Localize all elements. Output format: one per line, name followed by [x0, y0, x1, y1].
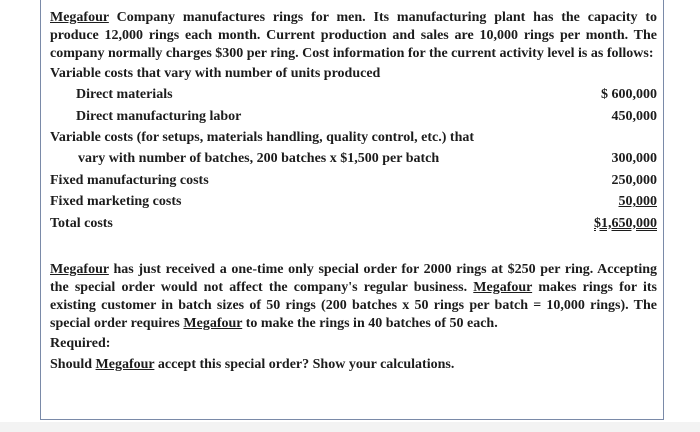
- bottom-margin: [0, 422, 700, 432]
- cost-row-batch: [50, 148, 657, 170]
- company-name: Megafour: [50, 10, 109, 25]
- variable-costs-heading: Variable costs that vary with number of units produced: [50, 66, 381, 81]
- intro-paragraph: [50, 9, 657, 63]
- order-text: makes rings for its existing customer in batch sizes of 50 rings (200 batches x 50 rings per batch = 10,000 rings). The special order requires: [50, 280, 657, 331]
- cost-amount: 250,000: [611, 172, 657, 188]
- question: [50, 354, 657, 375]
- cost-label: Direct materials: [76, 87, 173, 102]
- cost-label: Total costs: [50, 215, 113, 231]
- order-text: has just received a one-time only special order for 2000 rings at $250 per ring. Accepting the special order would not affect the company's regular business.: [50, 262, 657, 295]
- cost-label: vary with number of batches, 200 batches x $1,500 per batch: [78, 151, 440, 166]
- cost-label: Fixed marketing costs: [50, 194, 182, 209]
- problem-document: [50, 9, 657, 375]
- cost-label: Direct manufacturing labor: [76, 108, 242, 124]
- cost-row-direct-materials: [50, 84, 657, 106]
- cost-amount: 300,000: [611, 151, 657, 166]
- question-suffix: accept this special order? Show your calculations.: [154, 357, 455, 372]
- cost-amount: [547, 213, 657, 235]
- required-label: Required:: [50, 336, 111, 351]
- intro-text: Company manufactures rings for men. Its manufacturing plant has the capacity to produce 12,000 rings each month. Current production and sales are 10,000 rings per month. The company normally charges $300 per ring. Cost information for the current activity level is as follows:: [50, 10, 657, 61]
- cost-row-fixed-manufacturing: [50, 170, 657, 192]
- company-name: Megafour: [473, 280, 533, 295]
- company-name: Megafour: [183, 316, 243, 331]
- batch-costs-heading: Variable costs (for setups, materials handling, quality control, etc.) that: [50, 130, 475, 145]
- company-name: Megafour: [95, 357, 155, 372]
- cost-amount: $ 600,000: [601, 87, 657, 102]
- cost-row-total: [50, 213, 657, 235]
- cost-amount-value: 50,000: [618, 194, 657, 209]
- question-prefix: Should: [50, 357, 96, 372]
- cost-amount-value: $1,650,000: [594, 215, 657, 231]
- special-order-paragraph: [50, 261, 657, 333]
- cost-amount: [547, 191, 657, 213]
- cost-label: Fixed manufacturing costs: [50, 172, 209, 188]
- cost-amount: 450,000: [611, 108, 657, 124]
- order-text: to make the rings in 40 batches of 50 each.: [242, 316, 498, 331]
- cost-row-direct-labor: [50, 106, 657, 128]
- cost-row-fixed-marketing: [50, 191, 657, 213]
- company-name: Megafour: [50, 262, 109, 277]
